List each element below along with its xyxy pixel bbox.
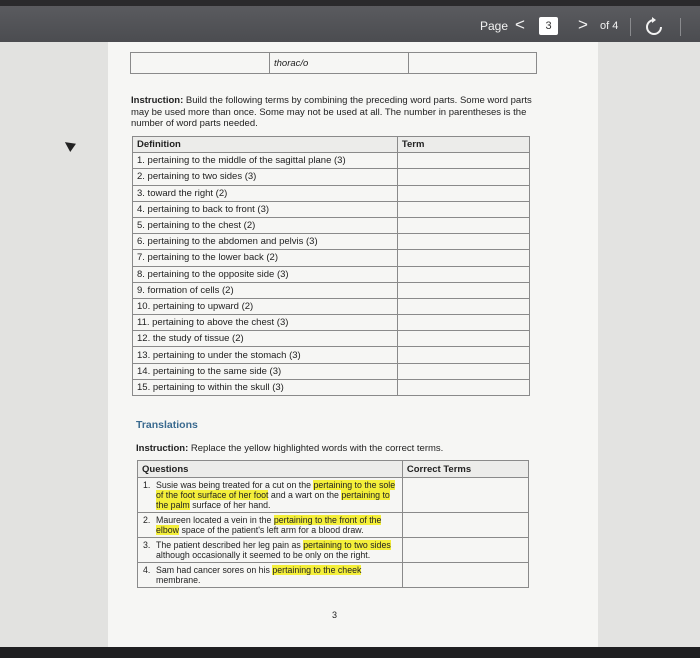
question-text: Maureen located a vein in the	[156, 515, 274, 525]
word-part-cell	[409, 53, 537, 74]
term-answer-cell[interactable]	[397, 217, 529, 233]
highlighted-phrase: pertaining to the front of the elbow	[156, 515, 382, 535]
instruction-build-terms	[131, 95, 536, 130]
page-number-input[interactable]: 3	[539, 17, 558, 35]
table-row	[133, 217, 530, 233]
toolbar-divider	[630, 18, 631, 36]
term-answer-cell[interactable]	[397, 315, 529, 331]
highlighted-phrase: pertaining to two sides	[303, 540, 391, 550]
table-row	[131, 53, 537, 74]
definition-cell: 4. pertaining to back to front (3)	[133, 201, 398, 217]
definition-cell: 11. pertaining to above the chest (3)	[133, 315, 398, 331]
question-cell	[138, 513, 403, 538]
highlighted-phrase: pertaining to the palm	[156, 490, 390, 510]
question-text: although occasionally it seemed to be only on the right.	[156, 550, 371, 560]
table-row	[133, 153, 530, 169]
table-row	[133, 169, 530, 185]
definition-cell: 9. formation of cells (2)	[133, 282, 398, 298]
definition-cell: 7. pertaining to the lower back (2)	[133, 250, 398, 266]
correct-term-answer-cell[interactable]	[402, 478, 528, 513]
table-header-row	[138, 461, 529, 478]
next-page-icon[interactable]: >	[578, 15, 588, 34]
term-answer-cell[interactable]	[397, 282, 529, 298]
term-answer-cell[interactable]	[397, 379, 529, 395]
term-answer-cell[interactable]	[397, 234, 529, 250]
correct-term-answer-cell[interactable]	[402, 513, 528, 538]
table-row	[138, 513, 529, 538]
table-row	[133, 331, 530, 347]
translations-table	[137, 460, 529, 588]
question-text: Susie was being treated for a cut on the	[156, 480, 314, 490]
table-row	[138, 563, 529, 588]
table-row	[133, 185, 530, 201]
question-text: space of the patient's left arm for a blood draw.	[179, 525, 364, 535]
question-number: 3.	[143, 540, 151, 550]
highlighted-phrase: pertaining to the cheek	[272, 565, 362, 575]
term-answer-cell[interactable]	[397, 250, 529, 266]
instruction-replace	[136, 443, 443, 454]
definition-cell: 12. the study of tissue (2)	[133, 331, 398, 347]
question-text: and a wart on the	[268, 490, 342, 500]
question-text: surface of her hand.	[189, 500, 271, 510]
definition-cell: 15. pertaining to within the skull (3)	[133, 379, 398, 395]
correct-terms-header: Correct Terms	[402, 461, 528, 478]
table-row	[133, 315, 530, 331]
definitions-table	[132, 136, 530, 396]
table-row	[133, 282, 530, 298]
definition-cell: 5. pertaining to the chest (2)	[133, 217, 398, 233]
term-answer-cell[interactable]	[397, 331, 529, 347]
table-header-row	[133, 137, 530, 153]
right-margin	[598, 42, 700, 647]
correct-term-answer-cell[interactable]	[402, 538, 528, 563]
term-answer-cell[interactable]	[397, 185, 529, 201]
translations-title: Translations	[136, 419, 198, 431]
previous-page-icon[interactable]: <	[515, 15, 525, 34]
question-text: membrane.	[156, 575, 201, 585]
definition-cell: 13. pertaining to under the stomach (3)	[133, 347, 398, 363]
correct-term-answer-cell[interactable]	[402, 563, 528, 588]
term-answer-cell[interactable]	[397, 347, 529, 363]
question-number: 1.	[143, 480, 151, 490]
question-text: Sam had cancer sores on his	[156, 565, 273, 575]
table-row	[138, 538, 529, 563]
instruction-lead: Instruction:	[131, 95, 184, 106]
question-number: 2.	[143, 515, 151, 525]
rotate-icon[interactable]	[643, 16, 665, 38]
table-row	[133, 266, 530, 282]
table-row	[133, 201, 530, 217]
left-margin	[0, 42, 108, 647]
definition-cell: 8. pertaining to the opposite side (3)	[133, 266, 398, 282]
term-answer-cell[interactable]	[397, 298, 529, 314]
instruction-text: Replace the yellow highlighted words with the correct terms.	[188, 443, 444, 454]
table-row	[133, 347, 530, 363]
definition-cell: 2. pertaining to two sides (3)	[133, 169, 398, 185]
definition-cell: 6. pertaining to the abdomen and pelvis (3)	[133, 234, 398, 250]
table-row	[133, 298, 530, 314]
question-text: The patient described her leg pain as	[156, 540, 304, 550]
highlighted-phrase: pertaining to the sole of the foot surface of her foot	[156, 480, 396, 500]
term-answer-cell[interactable]	[397, 153, 529, 169]
viewer-toolbar	[0, 0, 700, 42]
term-answer-cell[interactable]	[397, 169, 529, 185]
page-footer-number: 3	[332, 610, 338, 620]
question-number: 4.	[143, 565, 151, 575]
table-row	[133, 250, 530, 266]
toolbar-divider	[680, 18, 681, 36]
table-row	[133, 234, 530, 250]
bottom-bar	[0, 647, 700, 658]
table-row	[133, 379, 530, 395]
page-count-label: of 4	[600, 20, 619, 32]
word-part-cell: thorac/o	[270, 53, 409, 74]
definition-cell: 14. pertaining to the same side (3)	[133, 363, 398, 379]
question-cell	[138, 563, 403, 588]
word-part-cell	[131, 53, 270, 74]
page-label: Page	[480, 19, 509, 33]
question-cell	[138, 478, 403, 513]
instruction-lead: Instruction:	[136, 443, 189, 454]
definition-cell: 10. pertaining to upward (2)	[133, 298, 398, 314]
term-answer-cell[interactable]	[397, 363, 529, 379]
questions-header: Questions	[138, 461, 403, 478]
instruction-text: Build the following terms by combining the preceding word parts. Some word parts may be used more than once. Some may not be used at all. The number in parentheses is the number of word parts needed.	[131, 95, 532, 129]
term-answer-cell[interactable]	[397, 266, 529, 282]
term-answer-cell[interactable]	[397, 201, 529, 217]
term-header: Term	[397, 137, 529, 153]
definition-cell: 1. pertaining to the middle of the sagittal plane (3)	[133, 153, 398, 169]
definition-header: Definition	[133, 137, 398, 153]
table-row	[138, 478, 529, 513]
table-row	[133, 363, 530, 379]
question-cell	[138, 538, 403, 563]
word-parts-table	[130, 52, 537, 74]
definition-cell: 3. toward the right (2)	[133, 185, 398, 201]
